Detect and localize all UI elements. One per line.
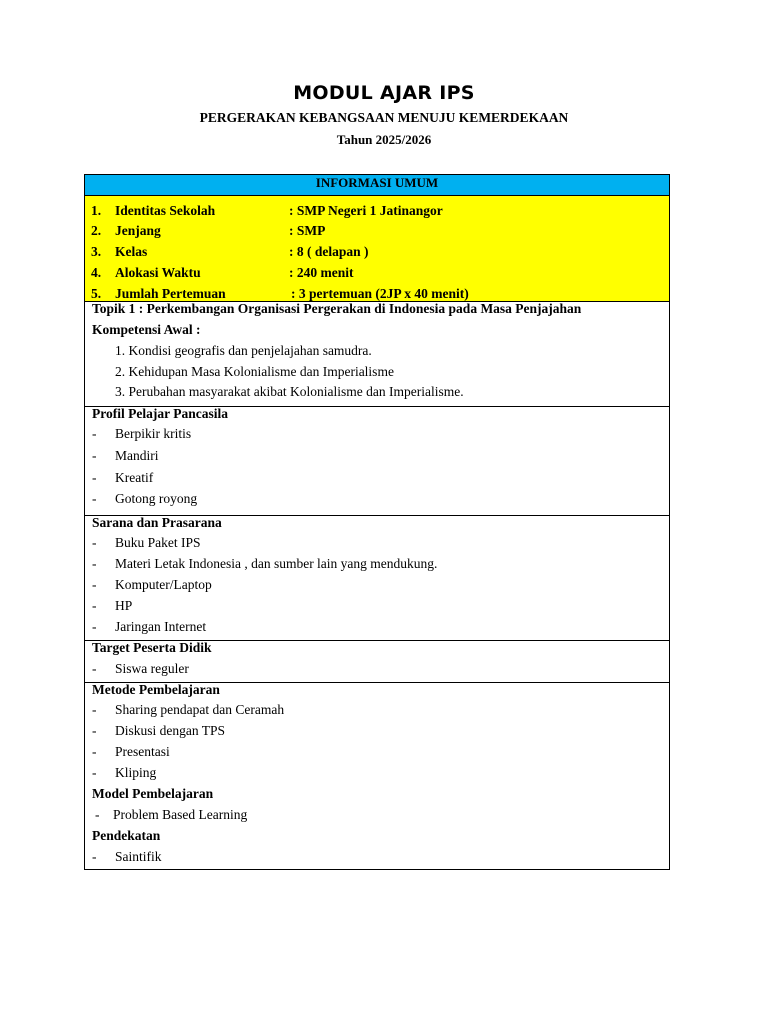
- profil-heading: Profil Pelajar Pancasila: [92, 406, 228, 421]
- bullet-dash: -: [92, 577, 97, 592]
- bullet-dash: -: [92, 702, 97, 717]
- bullet-dash: -: [92, 661, 97, 676]
- sarana-section: [85, 516, 669, 641]
- model-item: - Problem Based Learning: [95, 807, 248, 822]
- info-section: [85, 196, 669, 302]
- kompetensi-item: 2. Kehidupan Masa Kolonialisme dan Imperialisme: [115, 364, 394, 379]
- metode-heading: Metode Pembelajaran: [92, 682, 220, 697]
- target-heading: Target Peserta Didik: [92, 640, 212, 655]
- list-item-text: Buku Paket IPS: [115, 535, 201, 550]
- list-item-text: Jaringan Internet: [115, 619, 207, 634]
- info-heading: INFORMASI UMUM: [85, 175, 669, 196]
- kompetensi-item: 3. Perubahan masyarakat akibat Kolonialisme dan Imperialisme.: [115, 384, 464, 399]
- info-row-number: 2.: [91, 223, 102, 238]
- info-row-value: : 8 ( delapan ): [289, 244, 369, 259]
- list-item: [85, 555, 669, 573]
- list-item-text: Saintifik: [115, 849, 162, 864]
- pendekatan-heading: Pendekatan: [92, 828, 161, 843]
- list-item: [85, 722, 669, 740]
- bullet-dash: -: [92, 619, 97, 634]
- info-row-label: Alokasi Waktu: [115, 265, 201, 280]
- bullet-dash: -: [92, 598, 97, 613]
- list-item: [85, 425, 669, 443]
- info-row-label: Jumlah Pertemuan: [115, 286, 226, 301]
- target-section: [85, 641, 669, 683]
- list-item-text: HP: [115, 598, 133, 613]
- module-table: [84, 174, 670, 870]
- list-item-text: Siswa reguler: [115, 661, 189, 676]
- model-heading: Model Pembelajaran: [92, 786, 214, 801]
- list-item: [85, 764, 669, 782]
- bullet-dash: -: [92, 849, 97, 864]
- list-item-text: Komputer/Laptop: [115, 577, 212, 592]
- info-row-number: 3.: [91, 244, 102, 259]
- bullet-dash: -: [92, 535, 97, 550]
- bullet-dash: -: [92, 723, 97, 738]
- kompetensi-item: 1. Kondisi geografis dan penjelajahan samudra.: [115, 343, 372, 358]
- info-row-value: : 3 pertemuan (2JP x 40 menit): [291, 286, 469, 301]
- bullet-dash: -: [92, 491, 97, 506]
- info-row-label: Identitas Sekolah: [115, 203, 216, 218]
- topic-title: Topik 1 : Perkembangan Organisasi Pergerakan di Indonesia pada Masa Penjajahan: [92, 301, 582, 316]
- kompetensi-heading: Kompetensi Awal :: [92, 322, 201, 337]
- list-item: [85, 447, 669, 465]
- list-item: [85, 743, 669, 761]
- metode-section: [85, 683, 669, 869]
- info-row-value: : SMP: [289, 223, 326, 238]
- info-row-number: 4.: [91, 265, 102, 280]
- list-item: [85, 660, 669, 678]
- bullet-dash: -: [92, 744, 97, 759]
- bullet-dash: -: [92, 470, 97, 485]
- document-title: MODUL AJAR IPS: [293, 82, 475, 104]
- info-row-value: : 240 menit: [289, 265, 354, 280]
- list-item: [85, 618, 669, 636]
- list-item-text: Berpikir kritis: [115, 426, 192, 441]
- list-item: [85, 534, 669, 552]
- list-item-text: Kliping: [115, 765, 157, 780]
- bullet-dash: -: [92, 448, 97, 463]
- bullet-dash: -: [92, 765, 97, 780]
- info-row-number: 1.: [91, 203, 102, 218]
- bullet-dash: -: [92, 556, 97, 571]
- list-item: [85, 848, 669, 866]
- document-subtitle: PERGERAKAN KEBANGSAAN MENUJU KEMERDEKAAN: [199, 110, 569, 125]
- list-item: [85, 469, 669, 487]
- academic-year: Tahun 2025/2026: [336, 132, 432, 147]
- list-item-text: Diskusi dengan TPS: [115, 723, 226, 738]
- list-item-text: Kreatif: [115, 470, 154, 485]
- topic-section: [85, 302, 669, 407]
- list-item: [85, 701, 669, 719]
- list-item-text: Materi Letak Indonesia , dan sumber lain yang mendukung.: [115, 556, 438, 571]
- list-item-text: Gotong royong: [115, 491, 198, 506]
- profil-section: [85, 407, 669, 516]
- list-item: [85, 597, 669, 615]
- list-item-text: Sharing pendapat dan Ceramah: [115, 702, 285, 717]
- bullet-dash: -: [92, 426, 97, 441]
- list-item-text: Mandiri: [115, 448, 159, 463]
- info-row-value: : SMP Negeri 1 Jatinangor: [289, 203, 443, 218]
- info-row-label: Jenjang: [115, 223, 161, 238]
- list-item-text: Presentasi: [115, 744, 170, 759]
- sarana-heading: Sarana dan Prasarana: [92, 515, 222, 530]
- info-row-number: 5.: [91, 286, 102, 301]
- list-item: [85, 576, 669, 594]
- info-row-label: Kelas: [115, 244, 148, 259]
- list-item: [85, 490, 669, 508]
